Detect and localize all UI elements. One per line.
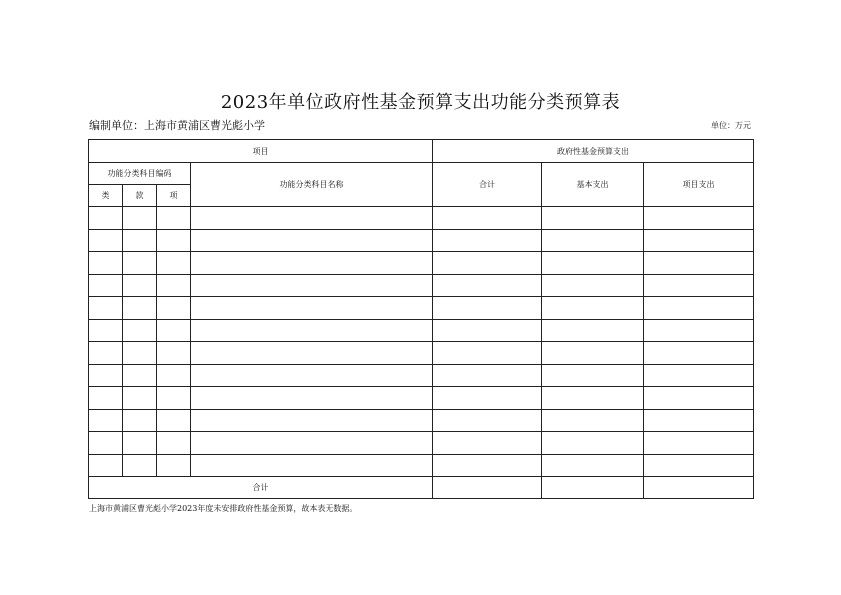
table-cell	[644, 319, 754, 342]
table-cell	[123, 342, 157, 365]
table-cell	[644, 229, 754, 252]
table-cell	[433, 229, 542, 252]
table-cell	[123, 387, 157, 410]
table-cell	[542, 297, 644, 320]
table-cell	[191, 387, 433, 410]
table-cell	[191, 252, 433, 275]
table-row	[89, 432, 754, 455]
table-cell	[542, 229, 644, 252]
table-cell	[157, 207, 191, 230]
table-row	[89, 454, 754, 477]
table-cell	[433, 342, 542, 365]
table-cell	[157, 297, 191, 320]
table-cell	[123, 364, 157, 387]
total-cell	[644, 477, 754, 499]
table-cell	[433, 207, 542, 230]
table-cell	[433, 454, 542, 477]
table-cell	[542, 274, 644, 297]
table-cell	[123, 229, 157, 252]
table-cell	[89, 207, 123, 230]
table-cell	[542, 342, 644, 365]
table-cell	[191, 409, 433, 432]
table-cell	[157, 454, 191, 477]
table-cell	[123, 319, 157, 342]
table-cell	[644, 274, 754, 297]
table-cell	[157, 364, 191, 387]
table-row	[89, 319, 754, 342]
table-cell	[123, 454, 157, 477]
header-name: 功能分类科目名称	[191, 163, 433, 207]
header-row-2	[89, 163, 754, 185]
header-row-1	[89, 140, 754, 163]
table-cell	[191, 364, 433, 387]
header-project: 项目	[89, 140, 433, 163]
table-cell	[644, 432, 754, 455]
table-cell	[123, 207, 157, 230]
total-row	[89, 477, 754, 499]
table-row	[89, 207, 754, 230]
table-cell	[157, 342, 191, 365]
table-cell	[644, 364, 754, 387]
table-cell	[644, 387, 754, 410]
table-cell	[542, 454, 644, 477]
table-cell	[644, 252, 754, 275]
total-label: 合计	[89, 477, 433, 499]
table-cell	[123, 297, 157, 320]
table-cell	[191, 454, 433, 477]
budget-table	[88, 139, 754, 499]
table-cell	[89, 319, 123, 342]
table-row	[89, 229, 754, 252]
table-cell	[157, 409, 191, 432]
table-cell	[644, 454, 754, 477]
table-cell	[89, 342, 123, 365]
col-xiang: 项	[157, 185, 191, 207]
footnote: 上海市黄浦区曹光彪小学2023年度未安排政府性基金预算，故本表无数据。	[89, 504, 358, 513]
table-row	[89, 252, 754, 275]
table-cell	[191, 342, 433, 365]
table-cell	[433, 297, 542, 320]
org-label: 编制单位：上海市黄浦区曹光彪小学	[89, 119, 265, 132]
table-row	[89, 387, 754, 410]
table-cell	[542, 364, 644, 387]
table-cell	[191, 432, 433, 455]
table-cell	[89, 229, 123, 252]
col-kuan: 款	[123, 185, 157, 207]
table-cell	[191, 297, 433, 320]
table-cell	[157, 274, 191, 297]
table-cell	[191, 319, 433, 342]
col-lei: 类	[89, 185, 123, 207]
table-cell	[644, 297, 754, 320]
table-cell	[433, 252, 542, 275]
table-cell	[644, 342, 754, 365]
table-row	[89, 274, 754, 297]
table-cell	[542, 252, 644, 275]
table-cell	[433, 319, 542, 342]
table-cell	[123, 274, 157, 297]
total-cell	[433, 477, 542, 499]
table-cell	[542, 432, 644, 455]
header-basic: 基本支出	[542, 163, 644, 207]
header-item: 项目支出	[644, 163, 754, 207]
table-cell	[542, 207, 644, 230]
table-cell	[89, 274, 123, 297]
page-title: 2023年单位政府性基金预算支出功能分类预算表	[220, 92, 621, 113]
table-cell	[433, 274, 542, 297]
table-cell	[191, 274, 433, 297]
table-cell	[157, 319, 191, 342]
total-cell	[542, 477, 644, 499]
table-row	[89, 364, 754, 387]
table-cell	[542, 409, 644, 432]
table-cell	[89, 432, 123, 455]
table-cell	[157, 229, 191, 252]
table-cell	[433, 364, 542, 387]
table-cell	[89, 364, 123, 387]
table-cell	[89, 387, 123, 410]
table-cell	[542, 319, 644, 342]
table-cell	[433, 409, 542, 432]
table-cell	[191, 229, 433, 252]
table-cell	[89, 409, 123, 432]
table-row	[89, 409, 754, 432]
table-cell	[191, 207, 433, 230]
table-cell	[157, 432, 191, 455]
table-cell	[123, 432, 157, 455]
table-cell	[89, 297, 123, 320]
table-cell	[123, 252, 157, 275]
table-row	[89, 342, 754, 365]
table-cell	[644, 409, 754, 432]
table-cell	[123, 409, 157, 432]
unit-label: 单位：万元	[711, 121, 751, 130]
table-cell	[89, 252, 123, 275]
header-fund-expenditure: 政府性基金预算支出	[433, 140, 754, 163]
table-cell	[433, 387, 542, 410]
header-total: 合计	[433, 163, 542, 207]
table-cell	[157, 387, 191, 410]
table-row	[89, 297, 754, 320]
table-cell	[157, 252, 191, 275]
table-cell	[89, 454, 123, 477]
table-cell	[433, 432, 542, 455]
table-cell	[644, 207, 754, 230]
table-cell	[542, 387, 644, 410]
header-code: 功能分类科目编码	[89, 163, 191, 185]
